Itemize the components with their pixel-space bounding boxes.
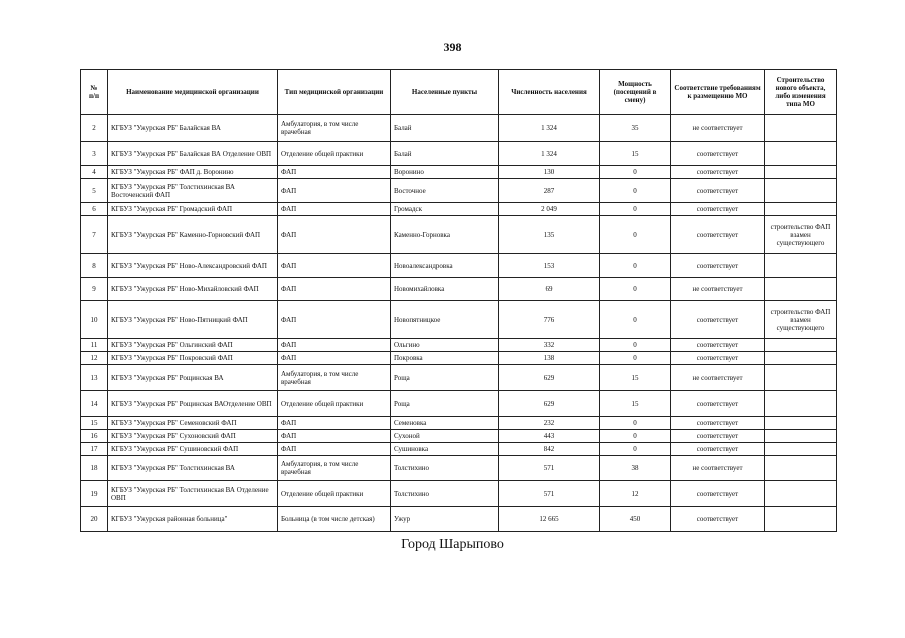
cell-organization-type: ФАП [278, 278, 391, 301]
cell-construction [765, 352, 837, 365]
table-row [81, 203, 837, 216]
cell-compliance: соответствует [671, 179, 765, 203]
cell-construction [765, 417, 837, 430]
cell-compliance: соответствует [671, 216, 765, 254]
cell-construction [765, 443, 837, 456]
cell-population: 232 [499, 417, 600, 430]
cell-settlement: Балай [391, 142, 499, 166]
cell-population: 443 [499, 430, 600, 443]
cell-compliance: не соответствует [671, 115, 765, 142]
cell-construction [765, 254, 837, 278]
cell-organization-name: КГБУЗ "Ужурская РБ" Ново-Михайловский ФАП [108, 278, 278, 301]
medical-organizations-table [80, 69, 837, 532]
cell-settlement: Ольгино [391, 339, 499, 352]
cell-capacity: 35 [600, 115, 671, 142]
cell-organization-name: КГБУЗ "Ужурская РБ" ФАП д. Воронино [108, 166, 278, 179]
section-title: Город Шарыпово [401, 537, 504, 552]
cell-compliance: соответствует [671, 430, 765, 443]
cell-number: 10 [81, 301, 108, 339]
header-organization-name: Наименование медицинской организации [108, 70, 278, 115]
cell-organization-type: ФАП [278, 430, 391, 443]
cell-population: 138 [499, 352, 600, 365]
cell-number: 14 [81, 391, 108, 417]
cell-capacity: 0 [600, 179, 671, 203]
cell-population: 629 [499, 391, 600, 417]
cell-organization-type: Амбулатория, в том числе врачебная [278, 115, 391, 142]
cell-number: 9 [81, 278, 108, 301]
cell-settlement: Толстихино [391, 456, 499, 481]
cell-organization-name: КГБУЗ "Ужурская РБ" Толстихинская ВА Восточенский ФАП [108, 179, 278, 203]
cell-organization-type: ФАП [278, 203, 391, 216]
table-row [81, 339, 837, 352]
cell-population: 1 324 [499, 142, 600, 166]
cell-organization-type: Амбулатория, в том числе врачебная [278, 456, 391, 481]
table-row [81, 301, 837, 339]
cell-number: 16 [81, 430, 108, 443]
cell-capacity: 0 [600, 443, 671, 456]
cell-number: 19 [81, 481, 108, 507]
table-row [81, 481, 837, 507]
cell-compliance: соответствует [671, 507, 765, 532]
cell-compliance: соответствует [671, 254, 765, 278]
cell-compliance: соответствует [671, 339, 765, 352]
cell-capacity: 0 [600, 301, 671, 339]
cell-population: 153 [499, 254, 600, 278]
cell-organization-type: ФАП [278, 443, 391, 456]
cell-capacity: 0 [600, 339, 671, 352]
cell-organization-name: КГБУЗ "Ужурская РБ" Семеновский ФАП [108, 417, 278, 430]
cell-construction [765, 339, 837, 352]
cell-construction [765, 179, 837, 203]
cell-settlement: Громадск [391, 203, 499, 216]
header-compliance: Соответствие требованиям к размещению МО [671, 70, 765, 115]
cell-settlement: Восточное [391, 179, 499, 203]
cell-settlement: Сушиновка [391, 443, 499, 456]
cell-number: 2 [81, 115, 108, 142]
cell-capacity: 450 [600, 507, 671, 532]
cell-compliance: соответствует [671, 203, 765, 216]
cell-capacity: 0 [600, 352, 671, 365]
cell-capacity: 0 [600, 203, 671, 216]
cell-settlement: Роща [391, 365, 499, 391]
cell-number: 8 [81, 254, 108, 278]
cell-organization-type: Отделение общей практики [278, 391, 391, 417]
cell-capacity: 0 [600, 417, 671, 430]
cell-compliance: соответствует [671, 443, 765, 456]
cell-organization-type: ФАП [278, 254, 391, 278]
table-body [81, 115, 837, 532]
cell-organization-name: КГБУЗ "Ужурская РБ" Толстихинская ВА Отделение ОВП [108, 481, 278, 507]
table-row [81, 507, 837, 532]
cell-construction: строительство ФАП взамен существующего [765, 301, 837, 339]
cell-organization-type: ФАП [278, 301, 391, 339]
cell-number: 11 [81, 339, 108, 352]
cell-settlement: Сухоной [391, 430, 499, 443]
cell-number: 6 [81, 203, 108, 216]
cell-population: 842 [499, 443, 600, 456]
cell-number: 13 [81, 365, 108, 391]
cell-organization-name: КГБУЗ "Ужурская РБ" Ново-Пятницкий ФАП [108, 301, 278, 339]
cell-capacity: 0 [600, 278, 671, 301]
cell-organization-type: ФАП [278, 179, 391, 203]
cell-population: 629 [499, 365, 600, 391]
cell-organization-name: КГБУЗ "Ужурская РБ" Балайская ВА [108, 115, 278, 142]
table-row [81, 278, 837, 301]
cell-settlement: Новопятницкое [391, 301, 499, 339]
table-header-row [81, 70, 837, 115]
table-row [81, 391, 837, 417]
cell-capacity: 15 [600, 365, 671, 391]
cell-organization-name: КГБУЗ "Ужурская РБ" Сухоновский ФАП [108, 430, 278, 443]
cell-organization-type: Отделение общей практики [278, 142, 391, 166]
cell-organization-type: ФАП [278, 352, 391, 365]
cell-compliance: не соответствует [671, 365, 765, 391]
cell-construction [765, 391, 837, 417]
cell-compliance: соответствует [671, 166, 765, 179]
cell-organization-name: КГБУЗ "Ужурская районная больница" [108, 507, 278, 532]
cell-compliance: не соответствует [671, 456, 765, 481]
cell-organization-name: КГБУЗ "Ужурская РБ" Балайская ВА Отделение ОВП [108, 142, 278, 166]
cell-capacity: 0 [600, 430, 671, 443]
cell-organization-name: КГБУЗ "Ужурская РБ" Сушиновский ФАП [108, 443, 278, 456]
cell-population: 287 [499, 179, 600, 203]
cell-number: 3 [81, 142, 108, 166]
cell-number: 15 [81, 417, 108, 430]
table-row [81, 417, 837, 430]
cell-population: 2 049 [499, 203, 600, 216]
cell-organization-name: КГБУЗ "Ужурская РБ" Ольгинский ФАП [108, 339, 278, 352]
cell-construction [765, 507, 837, 532]
cell-number: 20 [81, 507, 108, 532]
table-row [81, 115, 837, 142]
table-row [81, 365, 837, 391]
cell-settlement: Новомихайловка [391, 278, 499, 301]
header-number: № п/п [81, 70, 108, 115]
cell-organization-type: ФАП [278, 166, 391, 179]
cell-organization-type: Амбулатория, в том числе врачебная [278, 365, 391, 391]
cell-compliance: соответствует [671, 417, 765, 430]
cell-capacity: 38 [600, 456, 671, 481]
cell-construction [765, 203, 837, 216]
cell-settlement: Ужур [391, 507, 499, 532]
table-row [81, 456, 837, 481]
table-row [81, 166, 837, 179]
cell-population: 776 [499, 301, 600, 339]
cell-capacity: 15 [600, 142, 671, 166]
cell-settlement: Семеновка [391, 417, 499, 430]
cell-organization-name: КГБУЗ "Ужурская РБ" Каменно-Горновский ФАП [108, 216, 278, 254]
cell-number: 5 [81, 179, 108, 203]
header-population: Численность населения [499, 70, 600, 115]
cell-capacity: 12 [600, 481, 671, 507]
cell-settlement: Роща [391, 391, 499, 417]
header-construction: Строительство нового объекта, либо изменения типа МО [765, 70, 837, 115]
cell-organization-name: КГБУЗ "Ужурская РБ" Толстихинская ВА [108, 456, 278, 481]
header-capacity: Мощность (посещений в смену) [600, 70, 671, 115]
cell-organization-name: КГБУЗ "Ужурская РБ" Ново-Александровский ФАП [108, 254, 278, 278]
cell-capacity: 0 [600, 166, 671, 179]
cell-number: 17 [81, 443, 108, 456]
table-row [81, 443, 837, 456]
cell-settlement: Воронино [391, 166, 499, 179]
header-organization-type: Тип медицинской организации [278, 70, 391, 115]
cell-population: 1 324 [499, 115, 600, 142]
cell-population: 571 [499, 456, 600, 481]
cell-organization-type: ФАП [278, 417, 391, 430]
page-number: 398 [443, 40, 462, 54]
cell-settlement: Толстихино [391, 481, 499, 507]
cell-construction [765, 166, 837, 179]
cell-population: 12 665 [499, 507, 600, 532]
table-row [81, 142, 837, 166]
cell-construction: строительство ФАП взамен существующего [765, 216, 837, 254]
cell-settlement: Балай [391, 115, 499, 142]
cell-number: 4 [81, 166, 108, 179]
cell-population: 571 [499, 481, 600, 507]
cell-population: 130 [499, 166, 600, 179]
cell-organization-name: КГБУЗ "Ужурская РБ" Рощинская ВАОтделение ОВП [108, 391, 278, 417]
cell-organization-type: ФАП [278, 339, 391, 352]
cell-organization-type: Отделение общей практики [278, 481, 391, 507]
table-row [81, 216, 837, 254]
cell-construction [765, 115, 837, 142]
cell-settlement: Новоалександровка [391, 254, 499, 278]
cell-capacity: 0 [600, 254, 671, 278]
cell-capacity: 0 [600, 216, 671, 254]
cell-compliance: соответствует [671, 352, 765, 365]
table-row [81, 430, 837, 443]
cell-organization-type: Больница (в том числе детская) [278, 507, 391, 532]
cell-organization-name: КГБУЗ "Ужурская РБ" Громадский ФАП [108, 203, 278, 216]
table-row [81, 352, 837, 365]
cell-organization-name: КГБУЗ "Ужурская РБ" Покровский ФАП [108, 352, 278, 365]
cell-number: 18 [81, 456, 108, 481]
cell-settlement: Покровка [391, 352, 499, 365]
cell-population: 135 [499, 216, 600, 254]
cell-compliance: соответствует [671, 142, 765, 166]
cell-construction [765, 481, 837, 507]
cell-construction [765, 365, 837, 391]
cell-capacity: 15 [600, 391, 671, 417]
cell-number: 7 [81, 216, 108, 254]
table-row [81, 254, 837, 278]
cell-compliance: соответствует [671, 301, 765, 339]
cell-compliance: соответствует [671, 391, 765, 417]
cell-compliance: не соответствует [671, 278, 765, 301]
cell-population: 332 [499, 339, 600, 352]
table-row [81, 179, 837, 203]
cell-compliance: соответствует [671, 481, 765, 507]
header-settlements: Населенные пункты [391, 70, 499, 115]
cell-settlement: Каменно-Горновка [391, 216, 499, 254]
cell-population: 69 [499, 278, 600, 301]
cell-construction [765, 430, 837, 443]
cell-construction [765, 278, 837, 301]
cell-number: 12 [81, 352, 108, 365]
cell-construction [765, 142, 837, 166]
cell-organization-type: ФАП [278, 216, 391, 254]
cell-construction [765, 456, 837, 481]
cell-organization-name: КГБУЗ "Ужурская РБ" Рощинская ВА [108, 365, 278, 391]
